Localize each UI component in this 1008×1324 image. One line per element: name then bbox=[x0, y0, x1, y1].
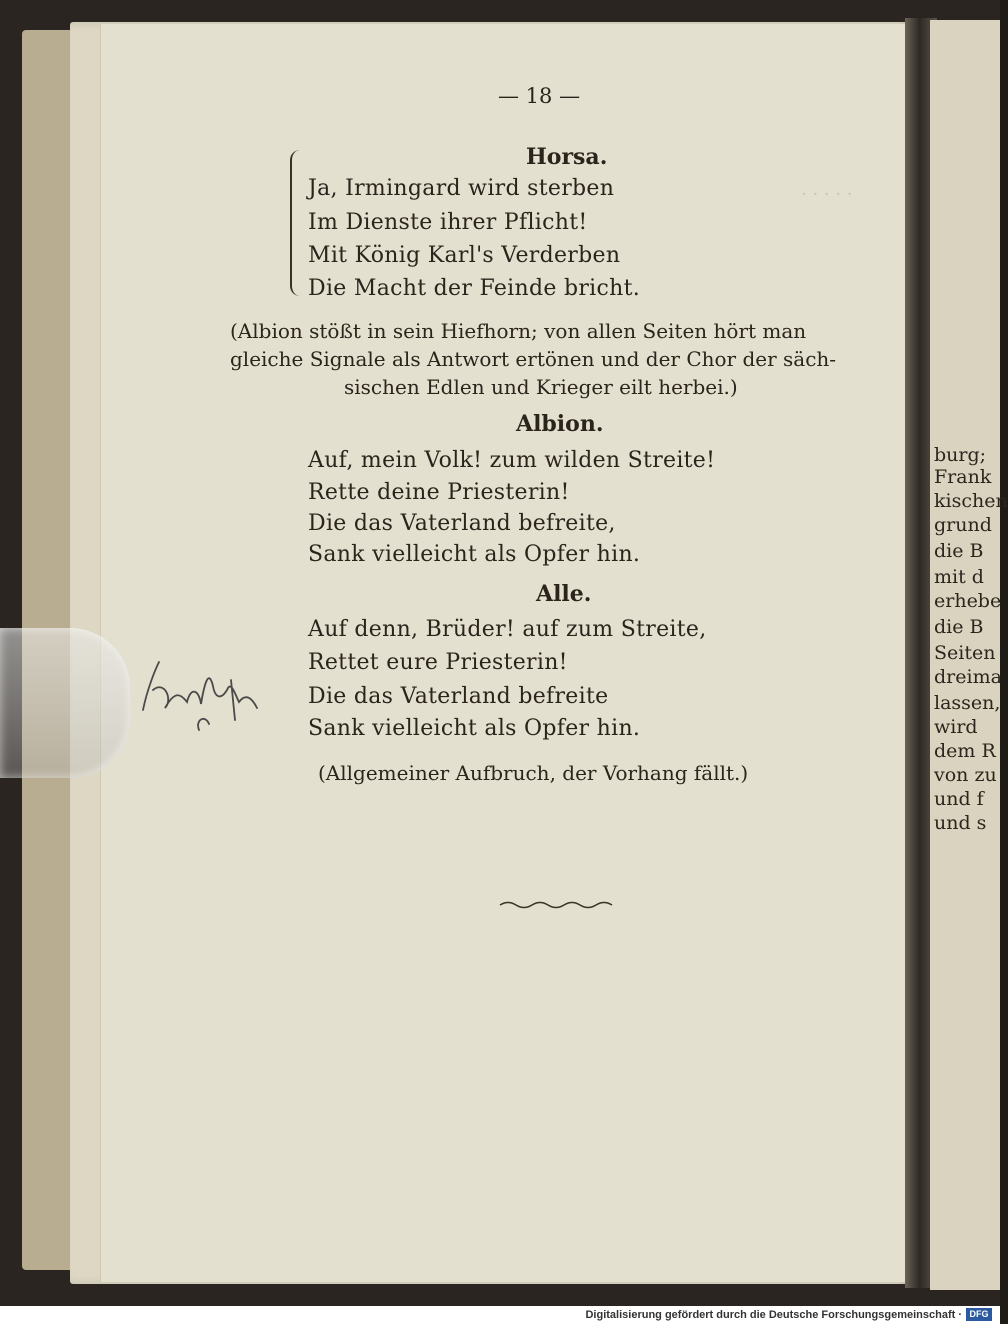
verse-line: Die Macht der Feinde bricht. bbox=[308, 276, 641, 301]
fragment: mit d bbox=[934, 566, 984, 588]
verse-line: Auf, mein Volk! zum wilden Streite! bbox=[308, 448, 716, 473]
fragment: burg; bbox=[934, 444, 987, 466]
fragment: und s bbox=[934, 812, 987, 834]
stage-direction: sischen Edlen und Krieger eilt herbei.) bbox=[344, 375, 738, 399]
speaker-name: Albion. bbox=[516, 411, 604, 437]
fragment: wird bbox=[934, 716, 978, 738]
fragment: Frank bbox=[934, 466, 992, 488]
stage-direction: gleiche Signale als Antwort ertönen und der Chor der säch- bbox=[230, 347, 837, 371]
fragment: grund bbox=[934, 514, 992, 536]
decorative-rule-icon bbox=[498, 898, 618, 912]
footer-credit: Digitalisierung gefördert durch die Deutsche Forschungsgemeinschaft · bbox=[585, 1309, 962, 1321]
fragment: Seiten bbox=[934, 642, 996, 664]
verse-line: Sank vielleicht als Opfer hin. bbox=[308, 542, 641, 567]
fragment: erhebe bbox=[934, 590, 1002, 612]
page-number: — 18 — bbox=[498, 84, 581, 108]
speaker-name: Horsa. bbox=[526, 144, 608, 170]
bleed-through: · · · · · bbox=[801, 184, 853, 205]
fragment: kischen bbox=[934, 490, 1008, 512]
fragment: lassen, bbox=[934, 692, 1001, 714]
verse-bracket bbox=[290, 150, 302, 296]
verse-line: Ja, Irmingard wird sterben bbox=[308, 176, 615, 201]
fragment: die B bbox=[934, 540, 984, 562]
verse-line: Mit König Karl's Verderben bbox=[308, 243, 621, 268]
fragment: von zu bbox=[934, 764, 997, 786]
fragment: dem R bbox=[934, 740, 996, 762]
verse-line: Die das Vaterland befreite, bbox=[308, 511, 616, 536]
stage-direction: (Albion stößt in sein Hiefhorn; von allen Seiten hört man bbox=[230, 319, 807, 343]
dfg-logo-icon: DFG bbox=[966, 1308, 992, 1321]
stage-direction: (Allgemeiner Aufbruch, der Vorhang fällt.) bbox=[318, 761, 749, 785]
verse-line: Rettet eure Priesterin! bbox=[308, 650, 568, 675]
speaker-name: Alle. bbox=[536, 581, 592, 607]
verse-line: Im Dienste ihrer Pflicht! bbox=[308, 210, 588, 235]
verse-line: Auf denn, Brüder! auf zum Streite, bbox=[308, 617, 707, 642]
verse-line: Sank vielleicht als Opfer hin. bbox=[308, 716, 641, 741]
fragment: dreima bbox=[934, 666, 1002, 688]
fragment: und f bbox=[934, 788, 984, 810]
fragment: die B bbox=[934, 616, 984, 638]
verse-line: Rette deine Priesterin! bbox=[308, 480, 570, 505]
next-page-edge bbox=[930, 20, 1008, 1290]
verse-line: Die das Vaterland befreite bbox=[308, 684, 609, 709]
glass-reflection bbox=[0, 628, 130, 778]
handwritten-annotation-icon bbox=[135, 650, 265, 740]
